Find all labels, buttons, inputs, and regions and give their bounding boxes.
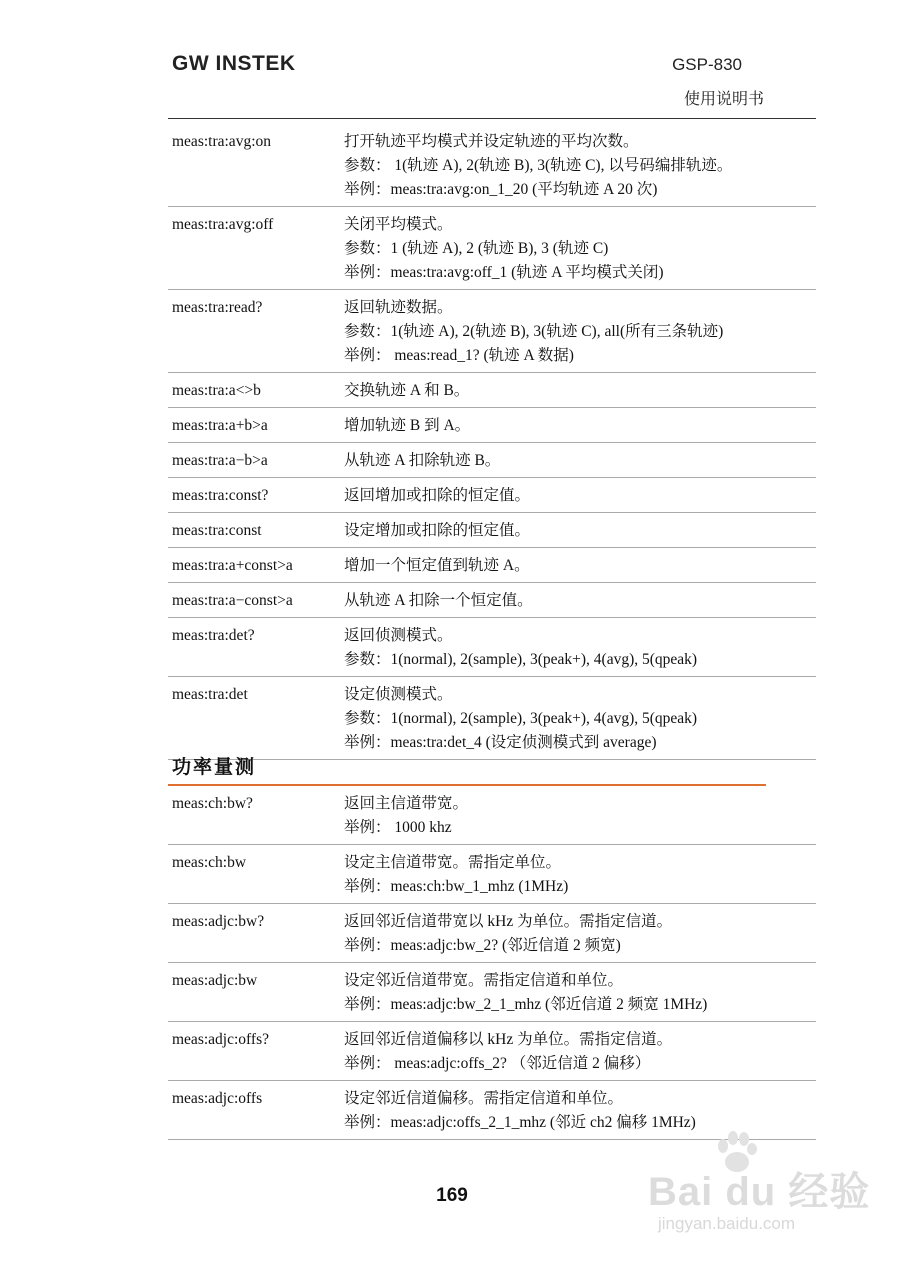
watermark-brand: Bai du 经验 <box>648 1170 871 1214</box>
header-logo: GW INSTEK <box>172 52 296 75</box>
command-description <box>344 1087 816 1135</box>
description-line: 参数：1(轨迹 A), 2(轨迹 B), 3(轨迹 C), all(所有三条轨迹) <box>344 323 724 340</box>
header-manual-title: 使用说明书 <box>683 89 764 108</box>
description-line: 打开轨迹平均模式并设定轨迹的平均次数。 <box>344 133 639 150</box>
description-line: 参数：1(normal), 2(sample), 3(peak+), 4(avg), 5(qpeak) <box>344 651 698 668</box>
command-description <box>344 554 816 578</box>
command-row <box>168 548 816 583</box>
description-line: 举例： meas:adjc:offs_2? （邻近信道 2 偏移） <box>344 1055 651 1072</box>
description-line: 参数： 1(轨迹 A), 2(轨迹 B), 3(轨迹 C), 以号码编排轨迹。 <box>344 157 733 174</box>
page-number: 169 <box>436 1185 468 1206</box>
command-name: meas:tra:const <box>172 522 262 539</box>
command-row <box>168 513 816 548</box>
command-name: meas:tra:avg:on <box>172 133 271 150</box>
command-row <box>168 124 816 207</box>
description-line: 举例：meas:adjc:bw_2? (邻近信道 2 频宽) <box>344 937 621 954</box>
command-description <box>344 589 816 613</box>
description-line: 返回轨迹数据。 <box>344 299 453 316</box>
description-line: 返回侦测模式。 <box>344 627 453 644</box>
command-name: meas:adjc:offs? <box>172 1031 269 1048</box>
header-rule <box>168 118 816 119</box>
command-row <box>168 207 816 290</box>
command-name: meas:tra:det? <box>172 627 255 644</box>
description-line: 从轨迹 A 扣除一个恒定值。 <box>344 592 533 609</box>
description-line: 举例： meas:read_1? (轨迹 A 数据) <box>344 347 574 364</box>
description-line: 增加一个恒定值到轨迹 A。 <box>344 557 530 574</box>
command-row <box>168 786 816 845</box>
description-line: 关闭平均模式。 <box>344 216 453 233</box>
description-line: 设定侦测模式。 <box>344 686 453 703</box>
command-name: meas:tra:a<>b <box>172 382 261 399</box>
command-description <box>344 910 816 958</box>
power-command-table <box>168 786 816 1140</box>
description-line: 举例：meas:adjc:offs_2_1_mhz (邻近 ch2 偏移 1MHz) <box>344 1114 696 1131</box>
description-line: 设定邻近信道偏移。需指定信道和单位。 <box>344 1090 624 1107</box>
command-row <box>168 478 816 513</box>
description-line: 举例： 1000 khz <box>344 819 452 836</box>
command-name: meas:tra:a−const>a <box>172 592 293 609</box>
command-row <box>168 373 816 408</box>
description-line: 举例：meas:adjc:bw_2_1_mhz (邻近信道 2 频宽 1MHz) <box>344 996 708 1013</box>
command-description <box>344 130 816 202</box>
command-row <box>168 1022 816 1081</box>
watermark-url: jingyan.baidu.com <box>658 1214 796 1233</box>
description-line: 参数：1 (轨迹 A), 2 (轨迹 B), 3 (轨迹 C) <box>344 240 609 257</box>
command-row <box>168 408 816 443</box>
command-name: meas:tra:a+const>a <box>172 557 293 574</box>
description-line: 举例：meas:ch:bw_1_mhz (1MHz) <box>344 878 569 895</box>
command-name: meas:ch:bw? <box>172 795 253 812</box>
command-name: meas:adjc:offs <box>172 1090 263 1107</box>
command-description <box>344 519 816 543</box>
command-name: meas:tra:read? <box>172 299 263 316</box>
command-description <box>344 379 816 403</box>
command-name: meas:adjc:bw <box>172 972 258 989</box>
command-row <box>168 583 816 618</box>
description-line: 举例：meas:tra:avg:on_1_20 (平均轨迹 A 20 次) <box>344 181 658 198</box>
description-line: 举例：meas:tra:avg:off_1 (轨迹 A 平均模式关闭) <box>344 264 664 281</box>
command-name: meas:tra:avg:off <box>172 216 274 233</box>
description-line: 返回邻近信道带宽以 kHz 为单位。需指定信道。 <box>344 913 673 930</box>
header-model: GSP-830 <box>672 55 742 74</box>
description-line: 返回邻近信道偏移以 kHz 为单位。需指定信道。 <box>344 1031 673 1048</box>
command-name: meas:tra:a−b>a <box>172 452 268 469</box>
command-row <box>168 677 816 760</box>
command-description <box>344 213 816 285</box>
command-row <box>168 963 816 1022</box>
command-description <box>344 624 816 672</box>
command-row <box>168 904 816 963</box>
command-description <box>344 449 816 473</box>
description-line: 增加轨迹 B 到 A。 <box>344 417 471 434</box>
command-description <box>344 851 816 899</box>
command-description <box>344 414 816 438</box>
description-line: 设定主信道带宽。需指定单位。 <box>344 854 562 871</box>
command-name: meas:tra:a+b>a <box>172 417 268 434</box>
command-description <box>344 484 816 508</box>
description-line: 设定增加或扣除的恒定值。 <box>344 522 531 539</box>
command-name: meas:adjc:bw? <box>172 913 265 930</box>
trace-command-table <box>168 124 816 760</box>
command-description <box>344 1028 816 1076</box>
description-line: 从轨迹 A 扣除轨迹 B。 <box>344 452 501 469</box>
description-line: 返回增加或扣除的恒定值。 <box>344 487 531 504</box>
description-line: 参数：1(normal), 2(sample), 3(peak+), 4(avg), 5(qpeak) <box>344 710 698 727</box>
command-name: meas:tra:det <box>172 686 248 703</box>
command-description <box>344 969 816 1017</box>
command-name: meas:ch:bw <box>172 854 247 871</box>
command-row <box>168 845 816 904</box>
command-row <box>168 618 816 677</box>
command-description <box>344 683 816 755</box>
command-description <box>344 792 816 840</box>
command-row <box>168 290 816 373</box>
section-title-power: 功率量测 <box>172 756 257 778</box>
description-line: 举例：meas:tra:det_4 (设定侦测模式到 average) <box>344 734 657 751</box>
command-name: meas:tra:const? <box>172 487 269 504</box>
description-line: 设定邻近信道带宽。需指定信道和单位。 <box>344 972 624 989</box>
command-row <box>168 443 816 478</box>
description-line: 交换轨迹 A 和 B。 <box>344 382 470 399</box>
command-description <box>344 296 816 368</box>
description-line: 返回主信道带宽。 <box>344 795 469 812</box>
